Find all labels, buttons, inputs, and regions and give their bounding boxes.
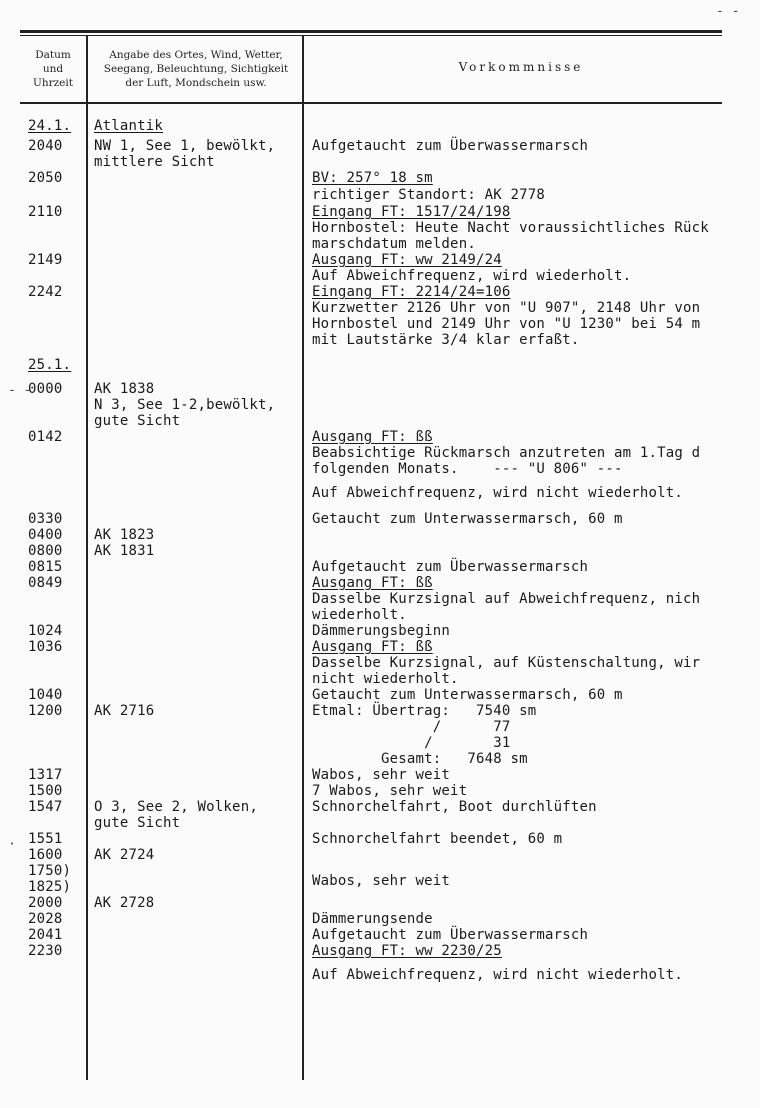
- entry-event: 7 Wabos, sehr weit: [312, 783, 468, 799]
- entry-event: / 31: [312, 735, 511, 751]
- entry-event: Getaucht zum Unterwassermarsch, 60 m: [312, 687, 623, 703]
- entry-place: NW 1, See 1, bewölkt, mittlere Sicht: [94, 138, 276, 170]
- entry-event: Aufgetaucht zum Überwassermarsch: [312, 559, 589, 575]
- entry-time: 2041: [28, 927, 63, 943]
- entry-event: Schnorchelfahrt beendet, 60 m: [312, 831, 563, 847]
- entry-place: AK 1831: [94, 543, 155, 559]
- margin-mark: - -: [8, 383, 32, 398]
- entry-time: 0330: [28, 511, 63, 527]
- corner-marks: - -: [716, 4, 740, 19]
- entry-place: AK 2724: [94, 847, 155, 863]
- entry-event: Schnorchelfahrt, Boot durchlüften: [312, 799, 597, 815]
- entry-event: Aufgetaucht zum Überwassermarsch: [312, 927, 589, 943]
- entry-time: 0849: [28, 575, 63, 591]
- entry-time: 1024: [28, 623, 63, 639]
- entry-time: 1750) 1825): [28, 863, 72, 895]
- entry-place: O 3, See 2, Wolken, gute Sicht: [94, 799, 258, 831]
- entry-event: Kurzwetter 2126 Uhr von "U 907", 2148 Uhr von Hornbostel und 2149 Uhr von "U 1230" bei 54 m mit Lautstärke 3/4 klar erfaßt.: [312, 300, 701, 348]
- entry-time: 0142: [28, 429, 63, 445]
- entry-event: Dasselbe Kurzsignal, auf Küstenschaltung, wir nicht wiederholt.: [312, 655, 701, 687]
- entry-time: 2050: [28, 170, 63, 186]
- entry-time: 2242: [28, 284, 63, 300]
- entry-time: 1036: [28, 639, 63, 655]
- entry-time: 0400: [28, 527, 63, 543]
- top-rule-thin: [20, 35, 722, 36]
- entry-time: 0815: [28, 559, 63, 575]
- entry-time: 1317: [28, 767, 63, 783]
- entry-event: Getaucht zum Unterwassermarsch, 60 m: [312, 511, 623, 527]
- entry-time: 1551: [28, 831, 63, 847]
- entry-event: Ausgang FT: ßß: [312, 639, 433, 655]
- entry-time: 2000: [28, 895, 63, 911]
- entry-event: Gesamt: 7648 sm: [312, 751, 528, 767]
- top-rule: [20, 30, 722, 33]
- entry-time: 1200: [28, 703, 63, 719]
- entry-event: Dasselbe Kurzsignal auf Abweichfrequenz, nich wiederholt.: [312, 591, 701, 623]
- entry-event: Hornbostel: Heute Nacht voraussichtliches Rück marschdatum melden.: [312, 220, 709, 252]
- column-divider-1: [86, 36, 88, 1080]
- entry-event: Wabos, sehr weit: [312, 767, 451, 783]
- entry-event: Eingang FT: 1517/24/198: [312, 204, 511, 220]
- entry-place: AK 1823: [94, 527, 155, 543]
- entry-event: Eingang FT: 2214/24=106: [312, 284, 511, 300]
- entry-event: Ausgang FT: ww 2149/24: [312, 252, 502, 268]
- entry-event: Ausgang FT: ßß: [312, 575, 433, 591]
- entry-event: Auf Abweichfrequenz, wird wiederholt.: [312, 268, 632, 284]
- entry-time: 2040: [28, 138, 63, 154]
- entry-event: Beabsichtige Rückmarsch anzutreten am 1.Tag d folgenden Monats. --- "U 806" ---: [312, 445, 701, 477]
- entry-time: 1600: [28, 847, 63, 863]
- entry-place: AK 2716: [94, 703, 155, 719]
- entry-event: Dämmerungsbeginn: [312, 623, 451, 639]
- header-events-col: Vorkommnisse: [458, 60, 584, 74]
- entry-time: 1547: [28, 799, 63, 815]
- entry-event: richtiger Standort: AK 2778: [312, 187, 545, 203]
- entry-time: 1040: [28, 687, 63, 703]
- entry-event: Auf Abweichfrequenz, wird nicht wiederholt.: [312, 485, 684, 501]
- entry-event: Ausgang FT: ßß: [312, 429, 433, 445]
- entry-time: 2110: [28, 204, 63, 220]
- entry-place: AK 1838 N 3, See 1-2,bewölkt, gute Sicht: [94, 381, 276, 429]
- entry-event: / 77: [312, 719, 511, 735]
- entry-place: Atlantik: [94, 118, 164, 134]
- entry-time: 2149: [28, 252, 63, 268]
- entry-time: 2230: [28, 943, 63, 959]
- entry-time: 1500: [28, 783, 63, 799]
- entry-time: 24.1.: [28, 118, 72, 134]
- entry-event: Ausgang FT: ww 2230/25: [312, 943, 502, 959]
- entry-event: Etmal: Übertrag: 7540 sm: [312, 703, 537, 719]
- entry-place: AK 2728: [94, 895, 155, 911]
- header-date-col: Datum und Uhrzeit: [33, 49, 73, 89]
- entry-time: 0000: [28, 381, 63, 397]
- header-rule: [20, 102, 722, 104]
- margin-mark: ·: [8, 837, 16, 852]
- entry-event: Wabos, sehr weit: [312, 873, 451, 889]
- header-place-col: Angabe des Ortes, Wind, Wetter, Seegang, Beleuchtung, Sichtigkeit der Luft, Mondschein usw.: [103, 49, 289, 89]
- entry-time: 25.1.: [28, 357, 72, 373]
- entry-event: BV: 257° 18 sm: [312, 170, 433, 186]
- entry-time: 0800: [28, 543, 63, 559]
- entry-event: Auf Abweichfrequenz, wird nicht wiederholt.: [312, 967, 684, 983]
- entry-event: Aufgetaucht zum Überwassermarsch: [312, 138, 589, 154]
- entry-time: 2028: [28, 911, 63, 927]
- entry-event: Dämmerungsende: [312, 911, 433, 927]
